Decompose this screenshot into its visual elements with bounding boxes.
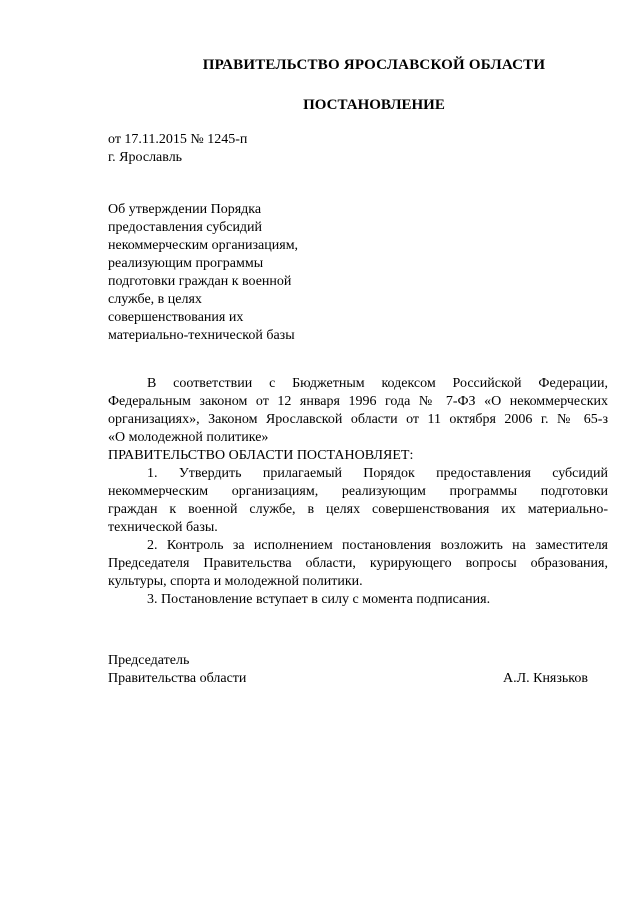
city: г. Ярославль — [108, 150, 183, 165]
subject-line: совершенствования их — [108, 310, 244, 325]
signature-block — [108, 652, 588, 688]
subject-line: Об утверждении Порядка — [108, 202, 262, 217]
preamble-line: «О молодежной политике» — [108, 430, 269, 445]
item-3: 3. Постановление вступает в силу с момента подписания. — [147, 592, 491, 607]
subject-line: подготовки граждан к военной — [108, 274, 292, 289]
item-line: некоммерческим организациям, реализующим программы подготовки — [108, 484, 608, 499]
preamble-line: организациях», Законом Ярославской области от 11 октября 2006 г. № 65-з — [108, 412, 608, 427]
item-line: технической базы. — [108, 520, 218, 535]
subject-line: некоммерческим организациям, — [108, 238, 299, 253]
document-subject — [108, 201, 368, 345]
preamble-line: В соответствии с Бюджетным кодексом Российской Федерации, — [147, 376, 608, 391]
item-line: Председателя Правительства области, курирующего вопросы образования, — [108, 556, 608, 571]
item-1 — [108, 465, 608, 537]
subject-line: реализующим программы — [108, 256, 264, 271]
item-line: культуры, спорта и молодежной политики. — [108, 574, 363, 589]
document-type-title: ПОСТАНОВЛЕНИЕ — [303, 97, 445, 113]
subject-line: материально-технической базы — [108, 328, 295, 343]
item-line: 1. Утвердить прилагаемый Порядок предоставления субсидий — [147, 466, 608, 481]
signer-name: А.Л. Князьков — [503, 671, 588, 686]
item-line: 2. Контроль за исполнением постановления возложить на заместителя — [147, 538, 608, 553]
document-body — [108, 375, 608, 609]
preamble-line: Федеральным законом от 12 января 1996 года № 7-ФЗ «О некоммерческих — [108, 394, 608, 409]
resolves-heading: ПРАВИТЕЛЬСТВО ОБЛАСТИ ПОСТАНОВЛЯЕТ: — [108, 448, 414, 463]
government-title: ПРАВИТЕЛЬСТВО ЯРОСЛАВСКОЙ ОБЛАСТИ — [202, 57, 546, 73]
preamble — [108, 375, 608, 447]
signer-position-line2: Правительства области — [108, 671, 247, 686]
item-line: граждан к военной службе, в целях совершенствования их материально- — [108, 502, 608, 517]
signer-position-line1: Председатель — [108, 653, 190, 668]
document-meta — [108, 131, 247, 167]
subject-line: предоставления субсидий — [108, 220, 263, 235]
date-number: от 17.11.2015 № 1245-п — [108, 132, 248, 147]
signature-row — [108, 670, 588, 688]
item-2 — [108, 537, 608, 591]
subject-line: службе, в целях — [108, 292, 202, 307]
